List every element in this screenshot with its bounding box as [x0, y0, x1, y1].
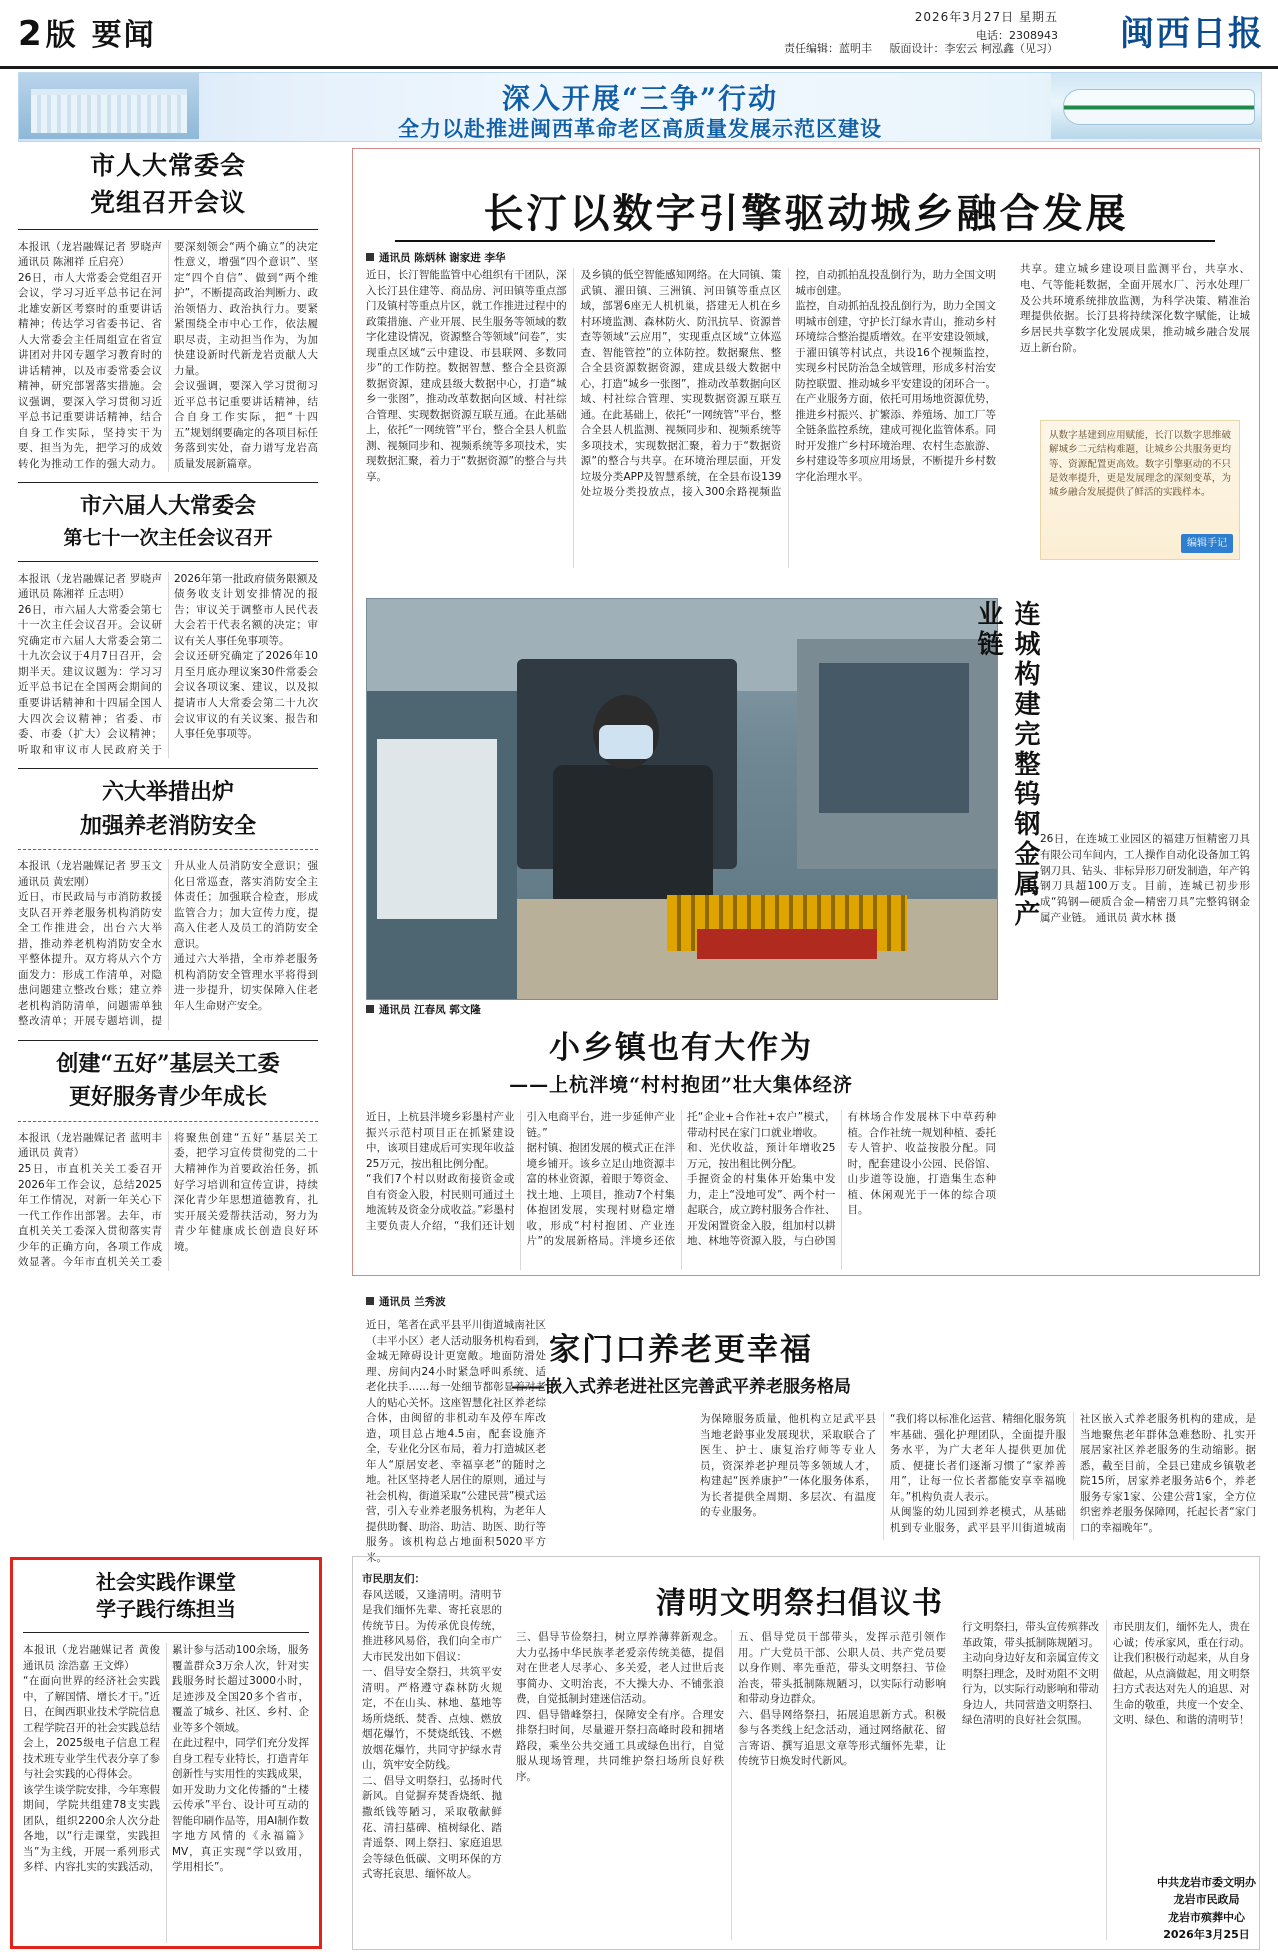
signature-line-3: 龙岩市殡葬中心 [1168, 1910, 1245, 1924]
article-body-2: 会议强调，要深入学习贯彻习近平总书记重要讲话精神，结合自身工作实际，把“十四五”规划纲要确定的各项目标任务落到实处，奋力谱写龙岩高质量发展新篇章。 [174, 380, 318, 470]
phone: 电话：2308943 [976, 29, 1058, 43]
article-title-line2: 加强养老消防安全 [79, 812, 256, 839]
divider [18, 1040, 318, 1041]
article-boxed-shehui-shijian [10, 1557, 322, 1949]
page-number-block [18, 10, 156, 54]
article-body: 26日，市人大常委会党组召开会议，学习习近平总书记在河北雄安新区考察时的重要讲话精神；传达学习省委书记、省人大常委会主任周组宣在省宣讲团对井冈专题学习教育时的讲话精神，以及市委常委会议精神，研究部署落实措施。会议强调，要深入学习贯彻习近平总书记重要讲话精神，结合自身工作实际，坚持实干为要、担当为先，把学习的成效转化为推动工作的强大动力。要深刻领会“两个确立”的决定性意义，增强“四个意识”、坚定“四个自信”、做到“两个维护”，不断提高政治判断力、政治领悟力、政治执行力。要紧紧围绕全市中心工作，依法履职尽责，主动担当作为，为加快建设新时代新龙岩贡献人大力量。 [18, 240, 318, 470]
masthead [0, 0, 1278, 69]
proclamation-signature [1157, 1874, 1256, 1944]
article-body: 近日，市民政局与市消防救援支队召开养老服务机构消防安全工作推进会，出台六大举措，推动养老机构消防安全水平整体提升。双方将从六个方面发力：形成工作清单，对隐患问题建立整改台账；建立养老机构消防清单，问题需单独整改清单；开展专题培训，提升从业人员消防安全意识；强化日常巡查，落实消防安全主体责任；加强联合检查，形成监管合力；加大宣传力度，提高入住老人及员工的消防安全意识。 [18, 860, 318, 1028]
article-body: 26日，市六届人大常委会第七十一次主任会议召开。会议研究确定市六届人大常委会第二十九次会议于4月7日召开，会期半天。建议议题为：学习习近平总书记在全国两会期间的重要讲话精神和十四届全国人大四次会议精神；省委、市委、市委（扩大）会议精神；听取和审议市人民政府关于2026年第一批政府债务限额及债务收支计划安排情况的报告；审议关于调整市人民代表大会若干代表名额的决定；审议有关人事任免事项等。 [18, 572, 318, 756]
feature-paragraph: 监控，自动抓拍乱投乱倒行为，助力全国文明城市创建，守护长汀绿水青山，推动乡村环境综合整治提质增效。在平安建设领域，于濯田镇等村试点，共设16个视频监控，实现乡村民防治急全域管理，形成多村治安防控联盟、推动城乡平安建设的闭环合一。在产业服务方面，依托可用场地资源优势，推进乡村振兴、扩繁添、养殖场、加工厂等全链条监控系统，建成可视化监管体系。同时开发推广乡村环境治理、农村生态旅游、乡村建设等多项应用场景，不断提升乡村数字化治理水平。 [795, 300, 996, 483]
photo-scene [367, 599, 997, 999]
banner-subheadline: 全力以赴推进闽西革命老区高质量发展示范区建设 [398, 116, 882, 141]
signature-line-1: 中共龙岩市委文明办 [1157, 1875, 1256, 1889]
substory-paragraph: 据村镇、抱团发展的模式正在泮境乡铺开。该乡立足山地资源丰富的林业资源，着眼于筹资金、找土地、上项目，推动7个村集体抱团发展，实现村财稳定增收，形成“村村抱团、产业连片”的发展新格局。泮境乡还依托“企业+合作社+农户”模式，带动村民在家门口就业增收。 [526, 1111, 836, 1248]
article-zhuren-huiyi [18, 493, 318, 758]
proclamation-body-middle [516, 1630, 946, 1940]
photo-white-panel [377, 739, 497, 919]
divider [23, 1632, 309, 1633]
signature-date: 2026年3月25日 [1163, 1928, 1250, 1942]
proclamation-item: 一、倡导安全祭扫，共筑平安清明。严格遵守森林防火规定，不在山头、林地、墓地等场所烧纸、焚香、点烛、燃放烟花爆竹，不焚烧纸钱、不燃放烟花爆竹，共同守护绿水青山，筑牢安全防线。 [362, 1666, 502, 1772]
signature-line-2: 龙岩市民政局 [1173, 1893, 1240, 1907]
article-title-line1: 社会实践作课堂 [96, 1570, 236, 1594]
face-mask-icon [599, 725, 653, 759]
article-title-line1: 创建“五好”基层关工委 [56, 1050, 280, 1077]
article-title-line2: 第七十一次主任会议召开 [63, 526, 273, 549]
feature-paragraph: 近日，长汀智能监管中心组织有干团队，深入长汀县住建等、商品房、河田镇等重点部门及镇村等重点片区，就工作推进过程中的政策措施、产业开展、民生服务等领域的数字化建设情况，资源整合等领域“问卷”，实现重点区域“云中建设、市县联网、多数同步”的工作防控。数据智慧、整合全县资源数据资源，建成县级大数据中心，打造“城乡一张图”，推动改革数据向区域、村社综合管理、实现数据资源互联互通。在此基础上，依托“一网统管”平台，整合全县人机监测、视频同步和、视频系统等多项技术，实现数据汇聚，着力于“数据资源”的整合与共享。 [366, 269, 567, 483]
article-body: 25日，市直机关关工委召开2026年工作会议，总结2025年工作情况，对新一年关心下一代工作作出部署。去年，市直机关关工委深入贯彻落实青少年的正确方向，各项工作成效显著。今年市直机关关工委将聚焦创建“五好”基层关工委，把学习宣传贯彻党的二十大精神作为首要政治任务，抓好学习培训和宣传宣讲，持续深化青少年思想道德教育，扎实开展关爱帮扶活动，努力为青少年健康成长创造良好环境。 [18, 1131, 318, 1269]
proclamation-item: 四、倡导错峰祭扫，保障安全有序。合理安排祭扫时间，尽量避开祭扫高峰时段和拥堵路段，乘坐公共交通工具或绿色出行，自觉服从现场管理，共同维护祭扫场所良好秩序。 [516, 1708, 724, 1783]
article-title-line2: 学子践行练担当 [96, 1597, 236, 1621]
article-byline: 本报讯（龙岩融媒记者 黄俊 通讯员 涂浩嘉 王文烨） [23, 1644, 160, 1672]
publication-date: 2026年3月27日 星期五 [914, 10, 1058, 24]
article-renda-dangzu [18, 150, 318, 472]
article-title-line2: 党组召开会议 [89, 188, 246, 218]
divider-dashed [18, 1121, 318, 1122]
article-wuhao-guanggongwei [18, 1051, 318, 1271]
divider [18, 768, 318, 769]
section-name: 要闻 [91, 18, 156, 53]
proclamation-item: 六、倡导网络祭扫，拓展追思新方式。积极参与各类线上纪念活动，通过网络献花、留言寄语、撰写追思文章等形式缅怀先辈，让传统节日焕发时代新风。 [738, 1708, 946, 1768]
article-body-2: 通过六大举措，全市养老服务机构消防安全管理水平将得到进一步提升，切实保障入住老年人生命财产安全。 [174, 953, 318, 1012]
feature-byline: 通讯员 陈炳林 谢家进 李华 [366, 250, 505, 265]
lowerstory-left-body [366, 1318, 546, 1564]
photo-caption-text: 26日，在连城工业园区的福建万恒精密刀具有限公司车间内，工人操作自动化设备加工钨钢刀具、钻头、非标异形刀研发制造，年产钨钢刀具超100万支。目前，连城已初步形成“钨钢—硬质合金—精密刀具”完整钨钢金属产业链。 通讯员 黄水林 摄 [1040, 833, 1250, 924]
left-column [18, 150, 318, 1281]
divider [18, 561, 318, 562]
feature-photo [366, 598, 998, 1000]
article-title-line1: 市人大常委会 [89, 151, 246, 180]
article-title-line1: 六大举措出炉 [101, 779, 234, 806]
editor-note-box [1040, 420, 1240, 560]
proclamation-item: 二、倡导文明祭扫，弘扬时代新风。自觉摒弃焚香烧纸、抛撒纸钱等陋习，采取敬献鲜花、清扫墓碑、植树绿化、踏青遥祭、网上祭扫、家庭追思会等绿色低碳、文明环保的方式寄托哀思、缅怀故人。 [362, 1774, 502, 1881]
article-byline: 本报讯（龙岩融媒记者 蓝明丰 通讯员 黄青） [18, 1131, 162, 1160]
editor-note-text: 从数字基建到应用赋能，长汀以数字思维破解城乡二元结构难题，让城乡公共服务更均等、资源配置更高效。数字引擎驱动的不只是效率提升，更是发展理念的深刻变革，为城乡融合发展提供了鲜活的实践样本。 [1049, 430, 1231, 498]
substory-byline: 通讯员 江春凤 郭文隆 [366, 1002, 481, 1017]
lowerstory-body [700, 1412, 1256, 1540]
photo-red-fixture [697, 929, 877, 959]
substory-body [366, 1110, 996, 1270]
proclamation-lead-text: 春风送暖，又逢清明。清明节是我们缅怀先辈、寄托哀思的传统节日。为传承优良传统，推进移风易俗，我们向全市广大市民发出如下倡议： [362, 1588, 502, 1663]
substory-paragraph: 和、光伏收益，预计年增收25万元，按出租比例分配。 [687, 1142, 836, 1170]
page-number: 2 [18, 14, 42, 54]
feature-right-column: 共享。建立城乡建设项目监测平台，共享水、电、气等能耗数据，全面开展水厂、污水处理厂及公共环境系统排放监测，为科学决策、精准治理提供依据。长汀县将持续深化数字赋能，让城乡居民共享数字化发展成果，推动城乡融合发展迈上新台阶。 [1020, 263, 1250, 354]
article-body: “在面向世界的经济社会实践中，了解国情、增长才干。”近日，在闽西职业技术学院信息工程学院召开的社会实践总结会上，2025级电子信息工程技术班专业学生代表分享了参与社会实践的心得体会。 [23, 1675, 160, 1781]
article-byline: 本报讯（龙岩融媒记者 罗玉文 通讯员 黄宏刚） [18, 860, 162, 888]
page-label: 版 [45, 18, 78, 53]
lowerstory-subtitle: ——嵌入式养老进社区完善武平养老服务格局 [511, 1377, 851, 1397]
editor-note-tag: 编辑手记 [1181, 534, 1233, 553]
feature-title-underline [395, 240, 1215, 242]
lowerstory-left-text: 近日，笔者在武平县平川街道城南社区（丰平小区）老人活动服务机构看到，金城无障碍设计更宽敞。地面防滑处理、房间内24小时紧急呼叫系统、适老化扶手……每一处细节都彰显着对老人的贴心关怀。这座智慧化社区养老综合体，由闽留的非机动车及停车库改造，项目总占地4.5亩，配套设施齐全，专业化分区布局，着力打造城区老年人“原居安老、幸福享老”的随时之地。社区坚持老人居住的原则，通过与社会机构，街道采取“公建民营”模式运营，引入专业养老服务机构，为老年人提供助餐、助浴、助洁、助医、助行等服务。该机构总占地面积5020平方米。 [366, 1319, 546, 1564]
feature-paragraph: 及乡镇的低空智能感知网络。在大同镇、策武镇、濯田镇、三洲镇、河田镇等重点区域，部署6座无人机机巢，搭建无人机在乡村环境监测、森林防火、防汛抗旱、资源普查等领域“云应用”，实现重点区域“立体巡查、智能管控”的立体防控。数据聚焦、整合全县资源数据资源，建成县级大数据中心，打造“城乡一张图”，推动改革数据向区域、村社综合管理、实现数据资源互联互通。在此基础上，依托“一网统管”平台，整合全县人机监测、视频同步和、视频系统等多项技术，实现数据汇聚，着力于“数据资源”的整合与共享。在环境治理层面，开发垃圾分类APP及智慧系统，在全县布设139处垃圾分类投放点，接入300余路视频监控，自动抓拍乱投乱倒行为，助力全国文明城市创建。 [580, 269, 996, 499]
divider-dashed [18, 849, 318, 850]
campaign-banner [18, 72, 1262, 142]
article-byline: 本报讯（龙岩融媒记者 罗晓声 通讯员 陈湘祥 丘启亮） [18, 240, 162, 269]
proclamation-title: 清明文明祭扫倡议书 [656, 1586, 944, 1621]
article-title-line1: 市六届人大常委会 [79, 493, 256, 520]
substory-paragraph: 近日，上杭县泮境乡彩墨村产业振兴示范村项目正在抓紧建设中，该项目建成后可实现年收益25万元，按出租比例分配。 [366, 1111, 515, 1170]
lowerstory-title: 家门口养老更幸福 [549, 1332, 813, 1368]
lowerstory-byline: 通讯员 兰秀波 [366, 1294, 446, 1309]
article-body-2: 会议还研究确定了2026年10月至月底办理议案30件常委会会议各项议案、建议，以及拟提请市人大常委会第二十九次会议审议的有关议案、报告和人事任免事项等。 [174, 650, 318, 741]
photo-right-machine-inner [819, 663, 969, 813]
lowerstory-paragraph: “我们将以标准化运营、精细化服务筑牢基础、强化护理团队，全面提升服务水平，为广大老年人提供更加优质、便捷长者们逐渐习惯了“家养善用”，让每一位长者都能安享幸福晚年。”机构负责人表示。 [890, 1413, 1066, 1503]
divider [18, 229, 318, 230]
article-title-line2: 更好服务青少年成长 [68, 1084, 267, 1111]
paper-name: 闽西日报 [1120, 14, 1264, 54]
banner-headline: 深入开展“三争”行动 [501, 82, 779, 115]
article-body-3: 在此过程中，同学们充分发挥自身工程专业特长，打造青年创新性与实用性的实践成果，如开发助力文化传播的“土楼云传承”平台、设计可互动的智能印刷作品等，用AI制作数字地方风情的《永福篇》MV，真正实现“学以致用，学用相长”。 [172, 1737, 309, 1874]
substory-paragraph: “我们7个村以财政衔接资金或自有资金入股，村民则可通过土地流转及资金分成收益。”彩墨村主要负责人介绍，“我们还计划引入电商平台，进一步延伸产业链。” [366, 1111, 675, 1232]
proclamation-item: 行文明祭扫，带头宣传殡葬改革政策，带头抵制陈规陋习。主动向身边好友和亲属宣传文明祭扫理念，及时劝阻不文明行为，以实际行动影响和带动身边人，共同营造文明祭扫、绿色清明的良好社会氛围。 [962, 1621, 1099, 1727]
article-yanglao-xiaofang [18, 779, 318, 1030]
article-body-2: 该学生谈学院安排，今年寒假期间，学院共组建78支实践团队，组织2200余人次分赴各地，以“行走课堂，实践担当”为主线，开展一系列形式多样、内容扎实的实践活动，累计参与活动100余场，服务覆盖群众3万余人次，针对实践服务时长超过3000小时，足迹涉及全国20多个省市，覆盖了城乡、社区、乡村、企业等多个领域。 [23, 1644, 309, 1874]
proclamation-salutation: 市民朋友们： [362, 1573, 425, 1585]
substory-paragraph: 手握资金的村集体开始集中发力，走上“没地可发”、两个村一起联合，成立跨村服务合作社、开发闲置资金入股，组加村以耕地、林地等资源入股，与白砂国有林场合作发展林下中草药种植。合作社统一规划种植、委托专人管护、收益按股分配。同时，配套建设小公园、民俗馆、山步道等设施，打造集生态种植、休闲观光于一体的综合项目。 [687, 1111, 996, 1248]
proclamation-item: 五、倡导党员干部带头，发挥示范引领作用。广大党员干部、公职人员、共产党员要以身作则、率先垂范，带头文明祭扫、节俭治丧，带头抵制陈规陋习，以实际行动影响和带动身边群众。 [738, 1631, 946, 1706]
proclamation-item: 市民朋友们，缅怀先人，贵在心诚；传承家风，重在行动。让我们积极行动起来，从自身做起，从点滴做起，用文明祭扫方式表达对先人的追思、对生命的敬重，共度一个安全、文明、绿色、和谐的清明节！ [1113, 1621, 1250, 1727]
feature-body [366, 268, 996, 568]
photo-vertical-caption: 连城构建完整钨钢金属产业链 [973, 600, 1040, 930]
article-byline: 本报讯（龙岩融媒记者 罗晓声 通讯员 陈湘祥 丘志明） [18, 572, 162, 601]
lowerstory-paragraph: 为保障服务质量，他机构立足武平县当地老龄事业发展现状，采取联合了医生、护士、康复治疗师等专业人员，资深养老护理员等多领域人才，构建起“医养康护”一体化服务体系，为长者提供全周期、多层次、有温度的专业服务。 [700, 1413, 876, 1519]
layout-designer: 版面设计：李宏云 柯泓鑫（见习） [889, 42, 1058, 55]
masthead-credits [770, 40, 1058, 56]
substory-title: 小乡镇也有大作为 [549, 1030, 813, 1066]
feature-title: 长汀以数字引擎驱动城乡融合发展 [483, 190, 1129, 237]
proclamation-lead [362, 1572, 502, 1942]
proclamation-item: 三、倡导节俭祭扫，树立厚养薄葬新观念。大力弘扬中华民族孝老爱亲传统美德，提倡对在世老人尽孝心、多关爱，老人过世后丧事简办、文明治丧，不大操大办、不铺张浪费，自觉抵制封建迷信活动。 [516, 1631, 724, 1706]
lowerstory-paragraph: 从闽鉴的幼儿园到养老模式，从基础机到专业服务，武平县平川街道城南社区嵌入式养老服务机构的建成，是当地聚焦老年群体急难愁盼、扎实开展居家社区养老服务的生动缩影。据悉，截至目前，全县已建成乡镇敬老院15所，居家养老服务站6个，养老服务专家1家、公建公营1家，全方位织密养老服务保障网，托起长者“家门口的幸福晚年”。 [890, 1413, 1256, 1534]
divider [18, 482, 318, 483]
responsible-editor: 责任编辑：蓝明丰 [784, 42, 872, 55]
substory-subtitle: ——上杭泮境“村村抱团”壮大集体经济 [509, 1074, 853, 1096]
